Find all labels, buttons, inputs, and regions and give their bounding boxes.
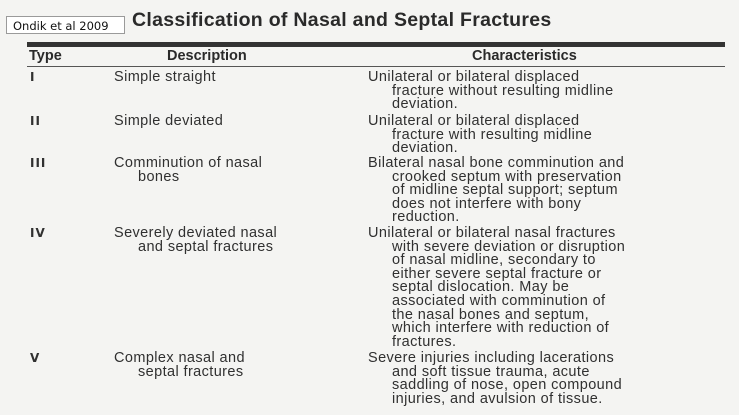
char-line: Severe injuries including lacerations: [368, 350, 615, 366]
char-line: of nasal midline, secondary to: [392, 252, 596, 269]
row-1-type: I: [30, 70, 36, 84]
desc-line: bones: [138, 168, 180, 185]
char-line: injuries, and avulsion of tissue.: [392, 390, 603, 407]
char-line: fracture with resulting midline: [392, 126, 593, 143]
desc-line: Simple deviated: [114, 113, 224, 129]
char-line: Unilateral or bilateral displaced: [368, 113, 580, 129]
row-2-type: II: [30, 114, 41, 128]
desc-line: Complex nasal and: [114, 350, 245, 366]
char-line: the nasal bones and septum,: [392, 306, 590, 323]
desc-line: Severely deviated nasal: [114, 225, 278, 241]
desc-line: and septal fractures: [138, 238, 274, 255]
char-line: Unilateral or bilateral displaced: [368, 69, 580, 85]
row-4-description: [114, 227, 354, 254]
row-3-type: III: [30, 156, 47, 170]
row-3-description: [114, 157, 354, 184]
char-line: of midline septal support; septum: [392, 182, 618, 199]
row-4-characteristics: [368, 227, 730, 349]
row-4-type: IV: [30, 226, 46, 240]
char-line: associated with comminution of: [392, 292, 606, 309]
char-line: deviation.: [392, 140, 459, 157]
char-line: Unilateral or bilateral nasal fractures: [368, 225, 616, 241]
char-line: and soft tissue trauma, acute: [392, 363, 590, 380]
char-line: either severe septal fracture or: [392, 265, 602, 282]
row-2-description: [114, 115, 354, 129]
char-line: Bilateral nasal bone comminution and: [368, 155, 625, 171]
row-1-characteristics: [368, 71, 730, 112]
table-title: Classification of Nasal and Septal Fractures: [132, 9, 552, 31]
char-line: septal dislocation. May be: [392, 279, 570, 296]
row-3-characteristics: [368, 157, 730, 225]
header-rule-top: [27, 42, 725, 47]
row-5-description: [114, 352, 354, 379]
citation-label: Ondik et al 2009: [6, 16, 125, 34]
desc-line: Simple straight: [114, 69, 216, 85]
header-rule-bottom: [27, 66, 725, 67]
row-5-characteristics: [368, 352, 730, 406]
row-5-type: V: [30, 351, 41, 365]
desc-line: septal fractures: [138, 363, 244, 380]
char-line: with severe deviation or disruption: [392, 238, 626, 255]
row-1-description: [114, 71, 354, 85]
column-header-description: Description: [167, 48, 247, 64]
char-line: fracture without resulting midline: [392, 82, 614, 99]
char-line: fractures.: [392, 333, 457, 350]
row-2-characteristics: [368, 115, 730, 156]
char-line: which interfere with reduction of: [392, 320, 610, 337]
column-header-characteristics: Characteristics: [472, 48, 577, 64]
char-line: does not interfere with bony: [392, 195, 582, 212]
char-line: reduction.: [392, 209, 460, 226]
char-line: saddling of nose, open compound: [392, 377, 623, 394]
desc-line: Comminution of nasal: [114, 155, 263, 171]
column-header-type: Type: [29, 48, 62, 64]
char-line: deviation.: [392, 96, 459, 113]
char-line: crooked septum with preservation: [392, 168, 622, 185]
